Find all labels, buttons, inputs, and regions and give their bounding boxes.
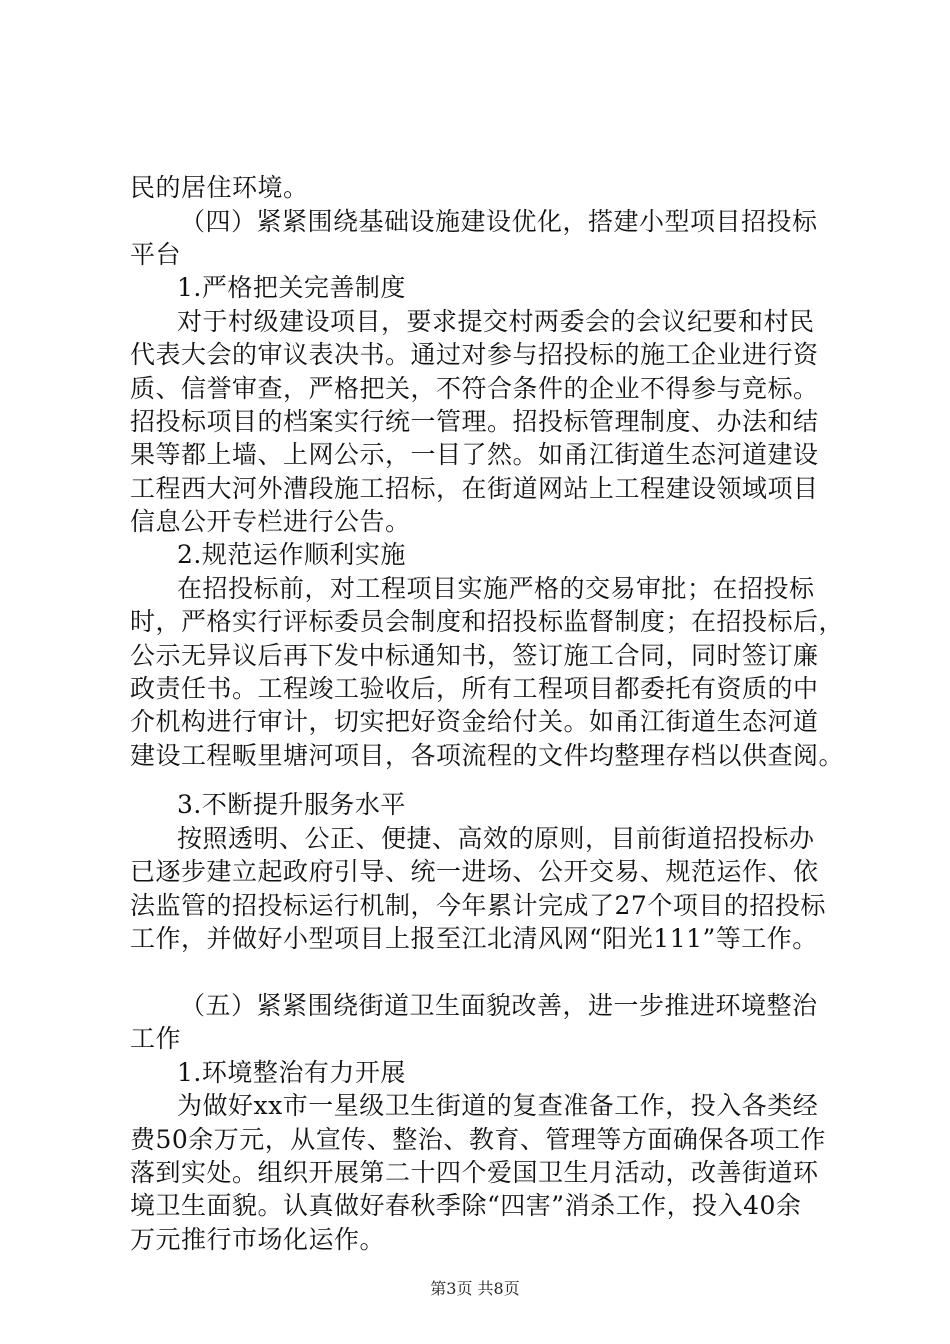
paragraph-line: 工作，并做好小型项目上报至江北清风网“阳光111”等工作。: [130, 924, 818, 953]
subheading-3: 3.不断提升服务水平: [177, 790, 406, 819]
paragraph-line: 为做好xx市一星级卫生街道的复查准备工作，投入各类经: [177, 1091, 819, 1120]
page-footer: 第3页 共8页: [430, 1279, 520, 1298]
paragraph-line: 在招投标前，对工程项目实施严格的交易审批；在招投标: [177, 574, 815, 603]
paragraph-line: 招投标项目的档案实行统一管理。招投标管理制度、办法和结: [130, 407, 819, 436]
subheading-2: 2.规范运作顺利实施: [177, 540, 406, 569]
paragraph-line: 公示无异议后再下发中标通知书，签订施工合同，同时签订廉: [130, 641, 819, 670]
paragraph-line: 境卫生面貌。认真做好春秋季除“四害”消杀工作，投入40余: [130, 1191, 802, 1220]
paragraph-line: 工程西大河外漕段施工招标，在街道网站上工程建设领域项目: [130, 474, 819, 503]
paragraph-line: 对于村级建设项目，要求提交村两委会的会议纪要和村民: [177, 307, 815, 336]
paragraph-line: 代表大会的审议表决书。通过对参与招投标的施工企业进行资: [130, 340, 819, 369]
section-heading-4: （四）紧紧围绕基础设施建设优化，搭建小型项目招投标: [180, 207, 818, 236]
paragraph-line: 质、信誉审查，严格把关，不符合条件的企业不得参与竞标。: [130, 374, 819, 403]
paragraph-line: 已逐步建立起政府引导、统一进场、公开交易、规范运作、依: [130, 857, 819, 886]
paragraph-line: 按照透明、公正、便捷、高效的原则，目前街道招投标办: [177, 824, 815, 853]
paragraph-line: 法监管的招投标运行机制，今年累计完成了27个项目的招投标: [130, 891, 826, 920]
paragraph-line: 果等都上墙、上网公示，一目了然。如甬江街道生态河道建设: [130, 440, 819, 469]
paragraph-line: 介机构进行审计，切实把好资金给付关。如甬江街道生态河道: [130, 707, 819, 736]
paragraph-line: 时，严格实行评标委员会制度和招投标监督制度；在招投标后，: [130, 607, 845, 636]
paragraph-line: 落到实处。组织开展第二十四个爱国卫生月活动，改善街道环: [130, 1158, 819, 1187]
section-heading-5-cont: 工作: [130, 1024, 182, 1053]
paragraph-line: 建设工程畈里塘河项目，各项流程的文件均整理存档以供查阅。: [130, 741, 845, 770]
paragraph-line: 信息公开专栏进行公告。: [130, 507, 411, 536]
paragraph-line: 政责任书。工程竣工验收后，所有工程项目都委托有资质的中: [130, 674, 819, 703]
section-heading-5: （五）紧紧围绕街道卫生面貌改善，进一步推进环境整治: [180, 991, 818, 1020]
subheading-env-1: 1.环境整治有力开展: [177, 1058, 406, 1087]
paragraph-line: 民的居住环境。: [130, 173, 309, 202]
section-heading-4-cont: 平台: [130, 240, 182, 269]
subheading-1: 1.严格把关完善制度: [177, 273, 406, 302]
paragraph-line: 费50余万元，从宣传、整治、教育、管理等方面确保各项工作: [130, 1125, 826, 1154]
paragraph-line: 万元推行市场化运作。: [130, 1225, 386, 1254]
